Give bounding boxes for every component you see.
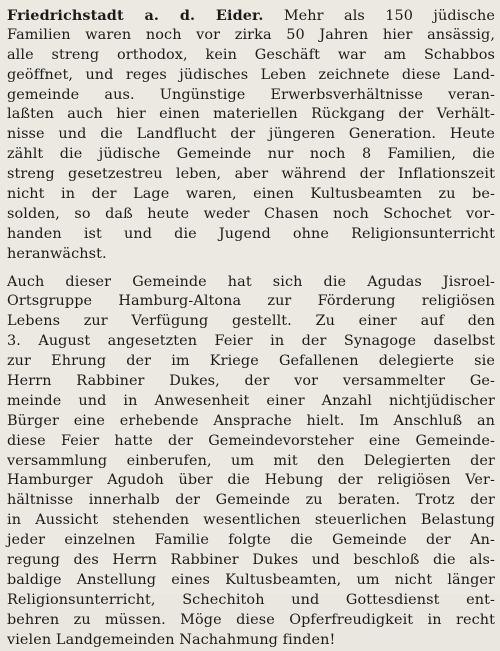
text-line: Familien waren noch vor zirka 50 Jahren hier ansässig, bbox=[7, 26, 495, 43]
paragraph-2 bbox=[7, 273, 495, 651]
text-line: diese Feier hatte der Gemeindevorsteher eine Gemeinde- bbox=[7, 432, 495, 449]
text-line: zählt die jüdische Gemeinde nur noch 8 Familien, die bbox=[7, 146, 495, 163]
text-line: handen ist und die Jugend ohne Religionsunterricht bbox=[7, 225, 495, 242]
text-line: streng gesetzestreu leben, aber während der Inflationszeit bbox=[7, 166, 495, 183]
text-line: gemeinde aus. Ungünstige Erwerbsverhältnisse veran- bbox=[7, 86, 495, 103]
paragraph-1 bbox=[7, 26, 495, 265]
article-first-line bbox=[7, 6, 495, 26]
first-line-text: Mehr als 150 jüdische bbox=[263, 8, 495, 24]
article-column bbox=[7, 6, 495, 651]
text-line: zur Ehrung der im Kriege Gefallenen delegierte sie bbox=[7, 353, 495, 370]
text-line: in Aussicht stehenden wesentlichen steuerlichen Belastung bbox=[7, 512, 495, 529]
text-line: jeder einzelnen Familie folgte die Gemeinde der An- bbox=[7, 532, 495, 549]
text-line: nisse und die Landflucht der jüngeren Generation. Heute bbox=[7, 126, 495, 143]
text-line: versammlung einberufen, um mit den Delegierten der bbox=[7, 452, 495, 469]
text-line: Bürger eine erhebende Ansprache hielt. Im Anschluß an bbox=[7, 412, 495, 429]
paragraph-gap bbox=[7, 265, 495, 273]
text-line: Herrn Rabbiner Dukes, der vor versammelter Ge- bbox=[7, 373, 495, 390]
text-line: Lebens zur Verfügung gestellt. Zu einer auf den bbox=[7, 313, 495, 330]
text-line: vielen Landgemeinden Nachahmung finden! bbox=[7, 631, 336, 648]
text-line: nicht in der Lage waren, einen Kultusbeamten zu be- bbox=[7, 186, 495, 203]
text-line: 3. August angesetzten Feier in der Synagoge daselbst bbox=[7, 333, 495, 350]
article-headline: Friedrichstadt a. d. Eider. bbox=[7, 7, 264, 24]
text-line: regung des Herrn Rabbiner Dukes und beschloß die als- bbox=[7, 552, 495, 569]
text-line: Auch dieser Gemeinde hat sich die Agudas Jisroel- bbox=[7, 273, 495, 290]
text-line: Hamburger Agudoh über die Hebung der religiösen Ver- bbox=[7, 472, 495, 489]
text-line: Ortsgruppe Hamburg-Altona zur Förderung religiösen bbox=[7, 293, 495, 310]
text-line: laßten auch hier einen materiellen Rückgang der Verhält- bbox=[7, 106, 495, 123]
text-line: geöffnet, und reges jüdisches Leben zeichnete diese Land- bbox=[7, 66, 495, 83]
text-line: heranwächst. bbox=[7, 245, 107, 262]
text-line: baldige Anstellung eines Kultusbeamten, um nicht länger bbox=[7, 571, 495, 588]
text-line: hältnisse innerhalb der Gemeinde zu beraten. Trotz der bbox=[7, 492, 495, 509]
text-line: solden, so daß heute weder Chasen noch Schochet vor- bbox=[7, 205, 495, 222]
text-line: meinde und in Anwesenheit einer Anzahl nichtjüdischer bbox=[7, 392, 495, 409]
text-line: behren zu müssen. Möge diese Opferfreudigkeit in recht bbox=[7, 611, 495, 628]
text-line: alle streng orthodox, kein Geschäft war am Schabbos bbox=[7, 46, 495, 63]
text-line: Religionsunterricht, Schechitoh und Gottesdienst ent- bbox=[7, 591, 495, 608]
